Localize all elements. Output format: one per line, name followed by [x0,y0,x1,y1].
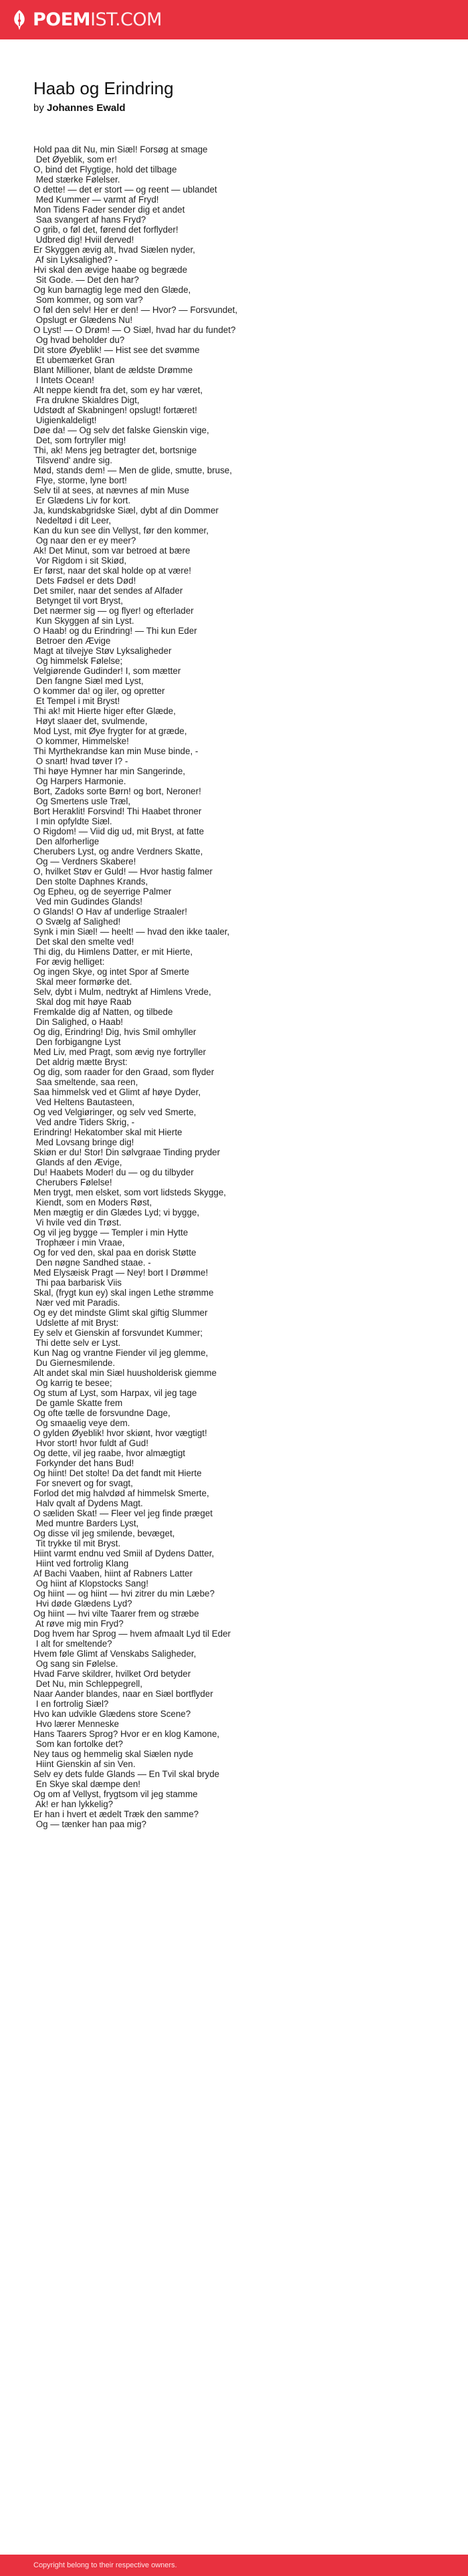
poem-line: O, bind det Flygtige, hold det tilbage [33,164,177,175]
poem-line: Selv til at sees, at nævnes af min Muse [33,485,189,496]
poem-line: Mon Tidens Fader sender dig et andet [33,205,185,215]
poem-line: Thi dette selv er Lyst. [33,1338,121,1349]
poem-line: De gamle Skatte frem [33,1398,123,1409]
poem-line: Thi dig, du Himlens Datter, er mit Hierte, [33,947,193,957]
poem-line: Og stum af Lyst, som Harpax, vil jeg tage [33,1388,197,1399]
poem-line: Og hvad beholder du? [33,335,125,346]
poem-line: Det skal den smelte ved! [33,937,134,947]
poem-line: Din Salighed, o Haab! [33,1017,123,1028]
poem-line: En Skye skal dæmpe den! [33,1779,141,1790]
poem-line: Vi hvile ved din Trøst. [33,1217,122,1228]
poem-line: Og Epheu, og de seyerrige Palmer [33,887,172,897]
poem-line: Ey selv et Gienskin af forsvundet Kummer; [33,1328,203,1338]
poem-line: Thi paa barbarisk Viis [33,1278,122,1288]
poem-line: Og dig, Erindring! Dig, hvis Smil omhyller [33,1027,197,1038]
poem-line: Det, som fortryller mig! [33,435,126,446]
poem-line: O gylden Øyeblik! hvor skiønt, hvor vægtigt! [33,1428,207,1439]
poem-line: Alt andet skal min Siæl huusholderisk giemme [33,1368,217,1379]
poem-line: Mod Lyst, mit Øye frygter for at græde, [33,726,187,737]
poem-line: Den stolte Daphnes Krands, [33,876,148,887]
poem-line: Forlod det mig halvdød af himmelsk Smerte, [33,1488,209,1499]
poem-line: Hiint varmt endnu ved Smiil af Dydens Datter, [33,1548,215,1559]
poem-line: Og himmelsk Følelse; [33,656,123,667]
poem-line: Og for ved den, skal paa en dorisk Støtte [33,1248,197,1258]
poem-line: Saa himmelsk ved et Glimt af høye Dyder, [33,1087,201,1098]
poem-line: Bort Heraklit! Forsvind! Thi Haabet throner [33,806,202,817]
site-footer [0,2555,468,2576]
poem-line: Forkynder det hans Bud! [33,1458,134,1469]
poem-line: Udbred dig! Hviil derved! [33,235,134,245]
poem-line: Tilsvend' andre sig. [33,455,112,466]
poem-line: Som kan fortolke det? [33,1739,123,1750]
poem-line: Velgiørende Gudinder! I, som mætter [33,666,181,677]
poem-line: Et Tempel i mit Bryst! [33,696,120,707]
poem-line: Hiint Gienskin af sin Ven. [33,1759,136,1770]
poem-line: Magt at tilvejye Støv Lyksaligheder [33,646,172,657]
poem-line: Og hiint! Det stolte! Da det fandt mit Hierte [33,1468,202,1479]
poem-line: Dets Fødsel er dets Død! [33,576,136,586]
poem-line: Sit Gode. — Det den har? [33,275,139,285]
poem-line: Du! Haabets Moder! du — og du tilbyder [33,1167,194,1178]
poem-line: Hvi døde Glædens Lyd? [33,1599,132,1609]
poem-line: Thi høye Hymner har min Sangerinde, [33,766,185,777]
poem-line: Og hiint af Klopstocks Sang! [33,1578,148,1589]
poem-line: Og karrig te besee; [33,1378,112,1389]
poem-line: At røve mig min Fryd? [33,1619,124,1629]
poem-line: Den nøgne Sandhed staae. - [33,1258,151,1268]
poem-line: Og disse vil jeg smilende, bevæget, [33,1528,175,1539]
poem-line: O føl den selv! Her er den! — Hvor? — Forsvundet, [33,305,238,316]
poem-line: O Svælg af Salighed! [33,917,121,927]
poem-line: Det aldrig mætte Bryst: [33,1057,128,1068]
poem-line: Med Kummer — varmt af Fryd! [33,195,159,205]
poem-line: Og ved Velgiøringer, og selv ved Smerte, [33,1107,197,1118]
poem-line: Hiint ved fortrolig Klang [33,1558,129,1569]
poem-line: For ævig helliget: [33,957,105,967]
poem-container [33,39,441,1829]
poem-line: O grib, o føl det, førend det forflyder! [33,225,179,235]
poem-line: Skiøn er du! Stor! Din sølvgraae Tinding pryder [33,1147,221,1158]
poem-line: Opslugt er Glædens Nu! [33,315,133,326]
quill-pen-icon [11,9,27,31]
poem-line: Af sin Lyksalighed? - [33,255,118,265]
poem-line: Saa smeltende, saa reen, [33,1077,138,1088]
poem-line: Tit trykke til mit Bryst. [33,1538,121,1549]
poem-line: Og hiint — hvi vilte Taarer frem og stræbe [33,1609,199,1619]
logo-bold-text: POEM [33,9,91,30]
poem-line: Et ubemærket Gran [33,355,115,366]
poem-line: Og — Verdners Skabere! [33,856,136,867]
logo-light-text: IST.COM [90,9,162,30]
poem-line: Thi ak! mit Hierte higer efter Glæde, [33,706,176,717]
poem-line: Synk i min Siæl! — heelt! — hvad den ikke taaler, [33,927,230,937]
poem-line: Naar Aander blandes, naar en Siæl bortflyder [33,1689,213,1700]
poem-line: Som kommer, og som var? [33,295,143,306]
poem-line: Og ofte tælle de forsvundne Dage, [33,1408,170,1419]
poem-line: Blant Millioner, blant de ældste Drømme [33,365,193,376]
poem-line: Det Nu, min Schleppegrell, [33,1679,142,1689]
poem-line: Udstødt af Skabningen! opslugt! fortæret! [33,405,197,416]
poem-line: Ak! Det Minut, som var betroed at bære [33,546,191,556]
poem-line: Og vil jeg bygge — Templer i min Hytte [33,1227,189,1238]
poem-line: Med stærke Følelser. [33,174,120,185]
poem-line: Med Lovsang bringe dig! [33,1137,134,1148]
poem-line: Og hiint — og hiint — hvi zitrer du min Læbe? [33,1589,215,1599]
poem-line: Og — tænker han paa mig? [33,1819,146,1830]
poem-line: Alt neppe kiendt fra det, som ey har været, [33,385,203,396]
poem-line: Du Giernesmilende. [33,1358,116,1369]
poem-line: Og ingen Skye, og intet Spor af Smerte [33,967,189,977]
poem-line: Med Liv, med Pragt, som ævig nye fortryller [33,1047,206,1058]
poem-line: Ved Heltens Bautasteen, [33,1097,135,1108]
poem-line: Skal, (frygt kun ey) skal ingen Lethe strømme [33,1288,214,1298]
poem-line: Og Harpers Harmonie. [33,776,126,787]
site-header [0,0,468,39]
poem-line: Kun Nag og vrantne Fiender vil jeg glemme, [33,1348,209,1359]
poem-line: Hans Taarers Sprog? Hvor er en klog Kamone, [33,1729,220,1740]
poem-line: Men mægtig er din Glædes Lyd; vi bygge, [33,1207,200,1218]
poem-line: Er Skyggen ævig alt, hvad Siælen nyder, [33,245,195,255]
poem-line: Vor Rigdom i sit Skiød, [33,556,127,566]
copyright-text: Copyright belong to their respective owners. [33,2561,177,2569]
poem-line: Betroer den Ævige [33,636,111,647]
poem-line: Det Øyeblik, som er! [33,154,118,165]
poem-line: Uigienkaldeligt! [33,415,97,426]
poem-line: Dit store Øyeblik! — Hist see det svømme [33,345,200,356]
poem-line: Erindring! Hekatomber skal mit Hierte [33,1127,183,1138]
poem-line: Fra drukne Skialdres Digt, [33,395,140,406]
poem-line: Bort, Zadoks sorte Børn! og bort, Neroner! [33,786,201,797]
site-logo-link[interactable] [11,9,162,31]
poem-line: Glands af den Ævige, [33,1157,122,1168]
site-logo-text [33,11,162,29]
poem-line: Er Glædens Liv for kort. [33,495,131,506]
poem-line: Skal meer formørke det. [33,977,132,987]
poem-line: O Haab! og du Erindring! — Thi kun Eder [33,626,197,636]
poem-line: Nær ved mit Paradis. [33,1298,120,1308]
poem-line: Og naar den er ey meer? [33,536,136,546]
poem-line: Kan du kun see din Vellyst, før den kommer, [33,525,209,536]
poem-line: Fremkalde dig af Natten, og tilbede [33,1007,173,1018]
poem-line: Nedeltød i dit Leer, [33,515,112,526]
poem-line: Det smiler, naar det sendes af Alfader [33,586,183,596]
poem-line: Med Elysæisk Pragt — Ney! bort I Drømme! [33,1268,209,1278]
poem-line: Flye, storme, lyne bort! [33,475,127,486]
poem-line: I en fortrolig Siæl? [33,1699,109,1710]
poem-line: Hvi skal den ævige haabe og begræde [33,265,188,275]
poem-line: Ak! er han lykkelig? [33,1799,114,1810]
poem-line: Den alforherlige [33,836,100,847]
poem-line: Udslette af mit Bryst: [33,1318,119,1328]
poem-line: For snevert og for svagt, [33,1478,133,1489]
poem-line: Selv ey dets fulde Glands — En Tvil skal bryde [33,1769,220,1780]
poem-line: Men trygt, men elsket, som vort lidsteds Skygge, [33,1187,227,1198]
poem-line: Den fangne Siæl med Lyst, [33,676,144,687]
poem-line: Og om af Vellyst, frygtsom vil jeg stamme [33,1789,198,1800]
poem-line: Kun Skyggen af sin Lyst. [33,616,134,626]
poem-line: Høyt slaaer det, svulmende, [33,716,148,727]
poem-line: O Lyst! — O Drøm! — O Siæl, hvad har du fundet? [33,325,236,336]
poem-line: Skal dog mit høye Raab [33,997,132,1008]
poem-line: Ved andre Tiders Skrig, - [33,1117,135,1128]
poem-line: Er først, naar det skal holde op at være! [33,566,191,576]
poem-line: Hold paa dit Nu, min Siæl! Forsøg at smage [33,144,208,155]
poem-line: O sæliden Skat! — Fleer vel jeg finde præget [33,1508,213,1519]
poem-line: Hvor stort! hvor fuldt af Gud! [33,1438,148,1449]
poem-line: Halv qvalt af Dydens Magt. [33,1498,143,1509]
poem-line: Og sang sin Følelse. [33,1659,118,1669]
poem-line: Af Bachi Vaaben, hiint af Rabners Latter [33,1568,193,1579]
poem-line: Og dig, som raader for den Graad, som flyder [33,1067,215,1078]
poem-line: Betynget til vort Bryst, [33,596,123,606]
poem-line: O dette! — det er stort — og reent — ublandet [33,185,217,195]
poem-line: Ved min Gudindes Glands! [33,897,143,907]
poem-line: Kiendt, som en Moders Røst, [33,1197,152,1208]
poem-line: O Rigdom! — Viid dig ud, mit Bryst, at fatte [33,826,205,837]
poem-line: Hvo lærer Menneske [33,1719,120,1730]
poem-line: I alt for smeltende? [33,1639,112,1649]
poem-line: Hvo kan udvikle Glædens store Scene? [33,1709,191,1720]
poem-line: Den forbigangne Lyst [33,1037,121,1048]
poem-line: Saa svangert af hans Fryd? [33,215,146,225]
poem-body [33,144,441,1829]
poem-line: Er han i hvert et ædelt Træk den samme? [33,1809,199,1820]
poem-line: Og ey det mindste Glimt skal giftig Slummer [33,1308,208,1318]
poem-line: O kommer da! og iler, og opretter [33,686,165,697]
poem-line: I Intets Ocean! [33,375,94,386]
poem-line: Mød, stands dem! — Men de glide, smutte, bruse, [33,465,232,476]
poem-title: Haab og Erindring [33,78,174,98]
poem-line: Ney taus og hemmelig skal Siælen nyde [33,1749,193,1760]
poem-line: O Glands! O Hav af underlige Straaler! [33,907,187,917]
poem-line: Cherubers Følelse! [33,1177,112,1188]
poem-line: O, hvilket Støv er Guld! — Hvor hastig falmer [33,866,213,877]
poem-line: Dog hvem har Sprog — hvem afmaalt Lyd til Eder [33,1629,231,1639]
poem-line: I min opfyldte Siæl. [33,816,112,827]
poem-line: O snart! hvad tøver I? - [33,756,128,767]
poem-line: Thi, ak! Mens jeg betragter det, bortsnige [33,445,197,456]
poem-line: Selv, dybt i Mulm, nedtrykt af Himlens Vrede, [33,987,211,998]
poem-line: Hvem føle Glimt af Venskabs Saligheder, [33,1649,197,1659]
poem-line: Og Smertens usle Træl, [33,796,131,807]
poem-line: Og dette, vil jeg raabe, hvor almægtigt [33,1448,186,1459]
poem-line: Cherubers Lyst, og andre Verdners Skatte, [33,846,203,857]
poem-byline [33,102,441,114]
poem-line: Døe da! — Og selv det falske Gienskin vige, [33,425,209,436]
poem-line: Thi Myrthekrandse kan min Muse binde, - [33,746,199,757]
poem-line: Og smaaelig veye dem. [33,1418,130,1429]
poem-line: Ja, kundskabgridske Siæl, dybt af din Dommer [33,505,219,516]
poem-line: Trophæer i min Vraae, [33,1238,125,1248]
poem-author-link[interactable]: Johannes Ewald [47,102,126,114]
poem-line: Og kun barnagtig lege med den Glæde, [33,285,191,296]
poem-line: Med muntre Barders Lyst, [33,1518,139,1529]
poem-line: Hvad Farve skildrer, hvilket Ord betyder [33,1669,191,1679]
poem-line: O kommer, Himmelske! [33,736,129,747]
poem-line: Det nærmer sig — og flyer! og efterlader [33,606,194,616]
byline-prefix: by [33,102,47,114]
